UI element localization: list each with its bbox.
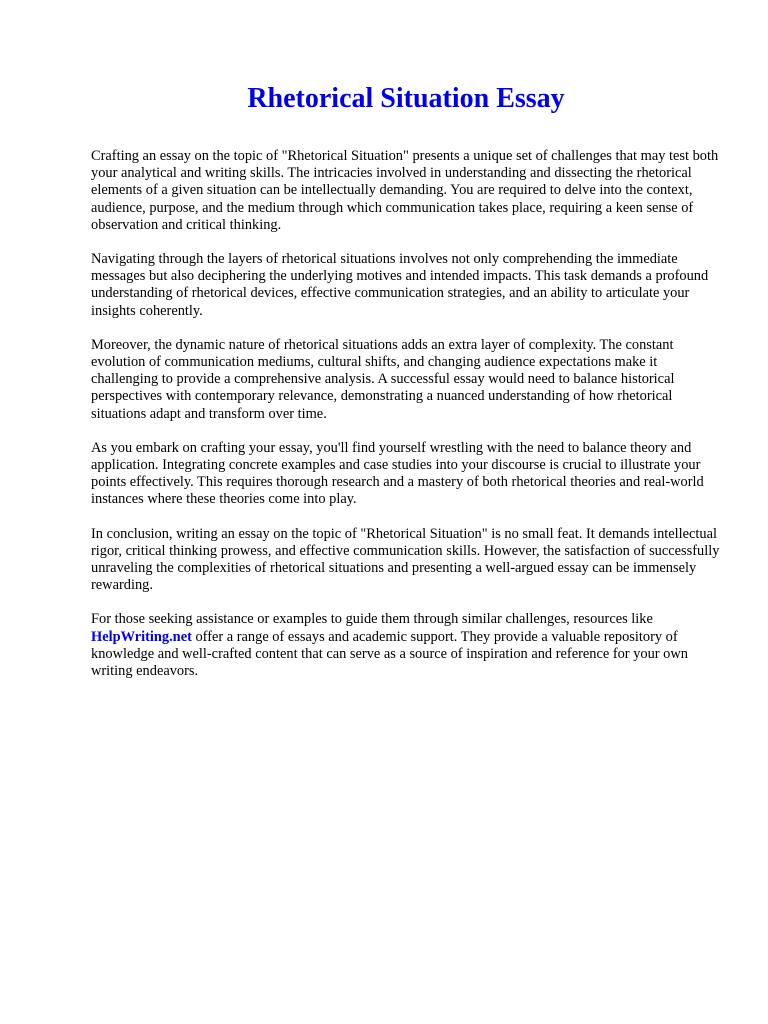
helpwriting-link[interactable]: HelpWriting.net [91,628,192,645]
document-title: Rhetorical Situation Essay [247,83,565,114]
paragraph-6 [91,611,723,680]
paragraph-4: As you embark on crafting your essay, you'll find yourself wrestling with the need to balance theory and application. Integrating concrete examples and case studies into your discourse is crucial to illustrate your points effectively. This requires thorough research and a mastery of both rhetorical theories and real-world instances where these theories come into play. [91,439,704,508]
paragraph-5: In conclusion, writing an essay on the topic of "Rhetorical Situation" is no small feat. It demands intellectual rigor, critical thinking prowess, and effective communication skills. However, the satisfaction of successfully unraveling the complexities of rhetorical situations and presenting a well-argued essay can be immensely rewarding. [91,525,720,594]
paragraph-3: Moreover, the dynamic nature of rhetorical situations adds an extra layer of complexity. The constant evolution of communication mediums, cultural shifts, and changing audience expectations make it challenging to provide a comprehensive analysis. A successful essay would need to balance historical perspectives with contemporary relevance, demonstrating a nuanced understanding of how rhetorical situations adapt and transform over time. [91,336,675,422]
paragraph-1: Crafting an essay on the topic of "Rhetorical Situation" presents a unique set of challenges that may test both your analytical and writing skills. The intricacies involved in understanding and dissecting the rhetorical elements of a given situation can be intellectually demanding. You are required to delve into the context, audience, purpose, and the medium through which communication takes place, requiring a keen sense of observation and critical thinking. [91,148,719,233]
paragraph-2: Navigating through the layers of rhetorical situations involves not only comprehending the immediate messages but also deciphering the underlying motives and intended impacts. This task demands a profound understanding of rhetorical devices, effective communication strategies, and an ability to articulate your insights coherently. [91,251,709,319]
document-body [91,148,723,697]
paragraph-6-before-link: For those seeking assistance or examples to guide them through similar challenges, resources like [91,611,653,628]
paragraph-6-after-link: offer a range of essays and academic support. They provide a valuable repository of knowledge and well-crafted content that can serve as a source of inspiration and reference for your own writing endeavors. [91,628,688,680]
